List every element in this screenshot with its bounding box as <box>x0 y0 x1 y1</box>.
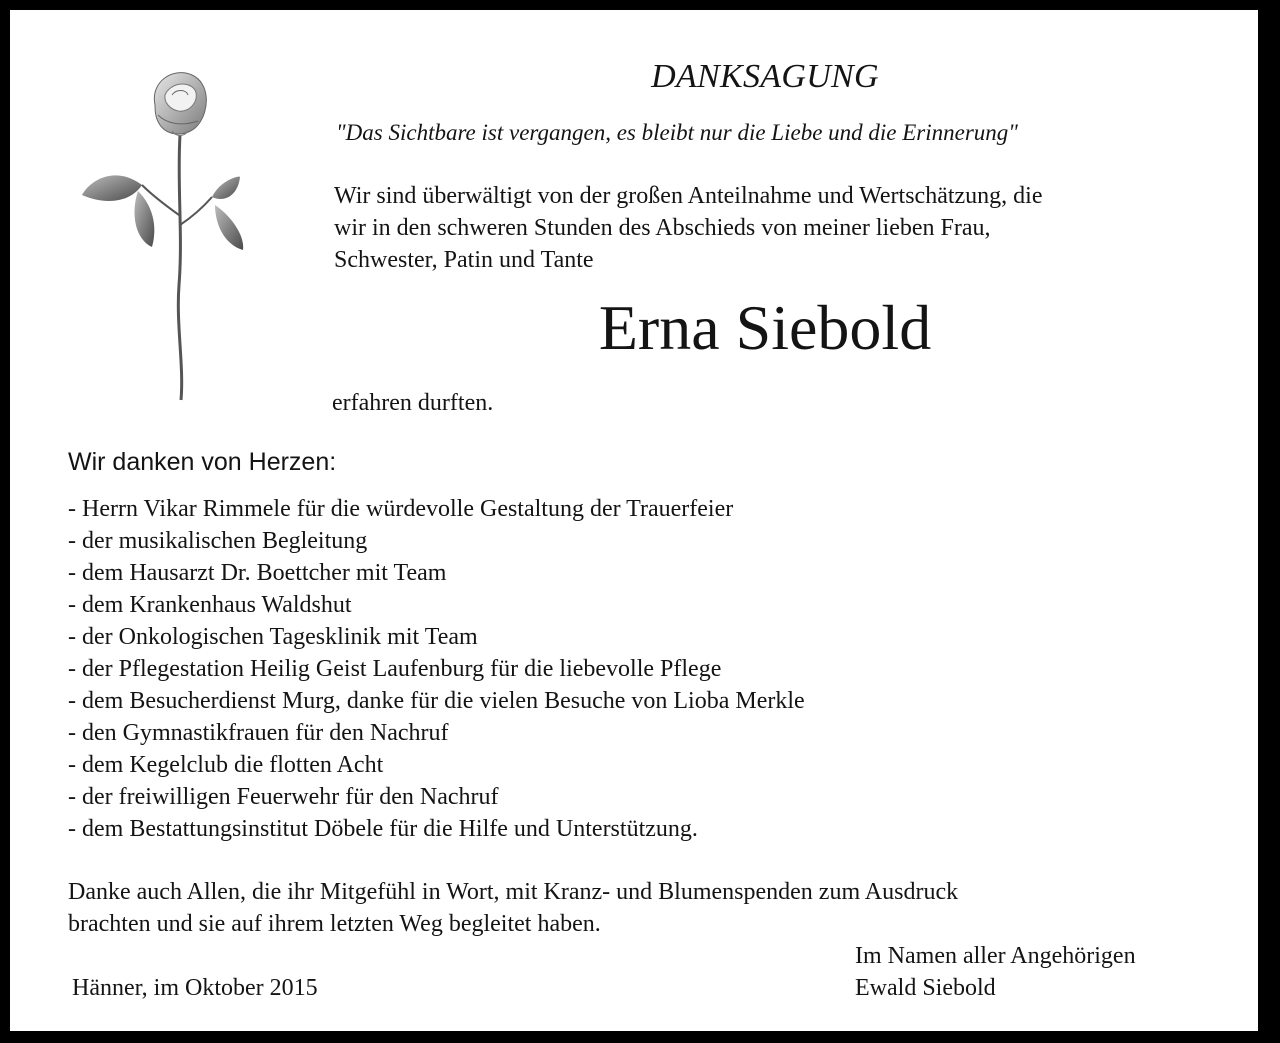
list-item: - dem Bestattungsinstitut Döbele für die Hilfe und Unterstützung. <box>68 816 698 842</box>
list-item: - der musikalischen Begleitung <box>68 528 368 554</box>
quote-text: "Das Sichtbare ist vergangen, es bleibt nur die Liebe und die Erinnerung" <box>336 120 1018 145</box>
place-date: Hänner, im Oktober 2015 <box>72 975 318 1001</box>
thanks-heading: Wir danken von Herzen: <box>68 448 337 476</box>
list-item: - der Onkologischen Tagesklinik mit Team <box>68 624 478 650</box>
list-item: - dem Krankenhaus Waldshut <box>68 592 352 618</box>
intro-paragraph <box>334 180 1214 276</box>
learned-text: erfahren durften. <box>332 390 494 416</box>
list-item: - der freiwilligen Feuerwehr für den Nachruf <box>68 784 499 810</box>
closing-line: Danke auch Allen, die ihr Mitgefühl in Wort, mit Kranz- und Blumenspenden zum Ausdruck <box>68 879 959 905</box>
signature-line: Im Namen aller Angehörigen <box>855 943 1136 969</box>
list-item: - Herrn Vikar Rimmele für die würdevolle Gestaltung der Trauerfeier <box>68 496 734 522</box>
signature-block <box>855 940 1136 1004</box>
rose-icon <box>80 65 260 405</box>
intro-line: Wir sind überwältigt von der großen Anteilnahme und Wertschätzung, die <box>334 183 1043 209</box>
obituary-card <box>10 10 1258 1031</box>
deceased-name: Erna Siebold <box>598 292 932 363</box>
list-item: - dem Hausarzt Dr. Boettcher mit Team <box>68 560 447 586</box>
list-item: - der Pflegestation Heilig Geist Laufenburg für die liebevolle Pflege <box>68 656 722 682</box>
closing-line: brachten und sie auf ihrem letzten Weg begleitet haben. <box>68 911 601 937</box>
list-item: - dem Kegelclub die flotten Acht <box>68 752 384 778</box>
intro-line: Schwester, Patin und Tante <box>334 247 594 273</box>
list-item: - den Gymnastikfrauen für den Nachruf <box>68 720 449 746</box>
page-title: DANKSAGUNG <box>651 58 879 95</box>
thanks-list <box>68 493 805 845</box>
list-item: - dem Besucherdienst Murg, danke für die vielen Besuche von Lioba Merkle <box>68 688 805 714</box>
signature-name: Ewald Siebold <box>855 975 996 1001</box>
intro-line: wir in den schweren Stunden des Abschieds von meiner lieben Frau, <box>334 215 991 241</box>
closing-paragraph <box>68 876 958 940</box>
